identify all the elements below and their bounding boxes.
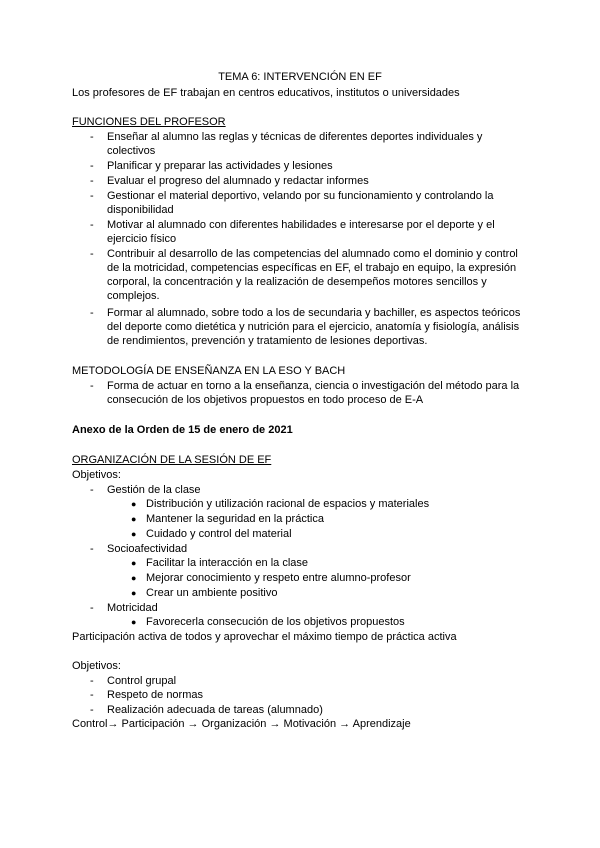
list-dash: -	[90, 689, 94, 701]
list-dash: -	[90, 131, 94, 143]
list-dash: -	[90, 248, 94, 260]
list-item: Motivar al alumnado con diferentes habilidades e interesarse por el deporte y el ejercicio físico	[107, 219, 495, 245]
group-label: Motricidad	[107, 602, 158, 614]
list-dash: -	[90, 602, 94, 614]
bullet-item: Cuidado y control del material	[146, 528, 292, 540]
list-dash: -	[90, 380, 94, 392]
section-heading-metodologia: METODOLOGÍA DE ENSEÑANZA EN LA ESO Y BACH	[72, 365, 346, 377]
list-item: Realización adecuada de tareas (alumnado)	[107, 704, 323, 716]
bullet-icon: ●	[131, 499, 137, 509]
list-item: Formar al alumnado, sobre todo a los de secundaria y bachiller, es aspectos teóricos del deporte como dietética y nutrición para el ejercicio, anatomía y fisiología, análisis de rendimientos, prevención y tratamiento de lesiones deportivas.	[107, 307, 521, 347]
anexo-heading: Anexo de la Orden de 15 de enero de 2021	[72, 424, 293, 436]
list-item: Forma de actuar en torno a la enseñanza, ciencia o investigación del método para la consecución de los objetivos propuestos en todo proceso de E-A	[107, 380, 520, 406]
list-item: Gestionar el material deportivo, velando por su funcionamiento y controlando la disponibilidad	[107, 190, 494, 216]
section-heading-organizacion: ORGANIZACIÓN DE LA SESIÓN DE EF	[72, 454, 272, 466]
bullet-item: Distribución y utilización racional de espacios y materiales	[146, 498, 430, 510]
page-title: TEMA 6: INTERVENCIÓN EN EF	[218, 71, 382, 83]
list-dash: -	[90, 704, 94, 716]
bullet-icon: ●	[131, 573, 137, 583]
bullet-item: Facilitar la interacción en la clase	[146, 557, 309, 569]
list-dash: -	[90, 175, 94, 187]
list-dash: -	[90, 190, 94, 202]
list-dash: -	[90, 675, 94, 687]
bullet-item: Mejorar conocimiento y respeto entre alumno-profesor	[146, 572, 411, 584]
objetivos-label: Objetivos:	[72, 469, 121, 481]
list-item: Enseñar al alumno las reglas y técnicas de diferentes deportes individuales y colectivos	[107, 131, 483, 157]
list-item: Contribuir al desarrollo de las competencias del alumnado como el dominio y control de la motricidad, competencias específicas en EF, el trabajo en equipo, la expresión corporal, la concentración y la realización de desempeños motores sencillos y complejos.	[107, 248, 518, 302]
group-label: Socioafectividad	[107, 543, 188, 555]
bullet-item: Crear un ambiente positivo	[146, 587, 278, 599]
bullet-icon: ●	[131, 529, 137, 539]
bullet-item: Favorecerla consecución de los objetivos propuestos	[146, 616, 405, 628]
group-label: Gestión de la clase	[107, 484, 201, 496]
list-item: Planificar y preparar las actividades y lesiones	[107, 160, 333, 172]
sequence-text: Control→ Participación → Organización → Motivación → Aprendizaje	[72, 718, 411, 730]
list-dash: -	[90, 543, 94, 555]
list-dash: -	[90, 219, 94, 231]
list-dash: -	[90, 307, 94, 319]
bullet-icon: ●	[131, 617, 137, 627]
list-dash: -	[90, 160, 94, 172]
bullet-icon: ●	[131, 558, 137, 568]
closing-text: Participación activa de todos y aprovechar el máximo tiempo de práctica activa	[72, 631, 457, 643]
list-item: Evaluar el progreso del alumnado y redactar informes	[107, 175, 369, 187]
list-item: Control grupal	[107, 675, 177, 687]
section-heading-funciones: FUNCIONES DEL PROFESOR	[72, 116, 226, 128]
intro-text: Los profesores de EF trabajan en centros educativos, institutos o universidades	[72, 87, 460, 99]
bullet-item: Mantener la seguridad en la práctica	[146, 513, 324, 525]
bullet-icon: ●	[131, 588, 137, 598]
objetivos-label: Objetivos:	[72, 660, 121, 672]
list-item: Respeto de normas	[107, 689, 203, 701]
list-dash: -	[90, 484, 94, 496]
bullet-icon: ●	[131, 514, 137, 524]
